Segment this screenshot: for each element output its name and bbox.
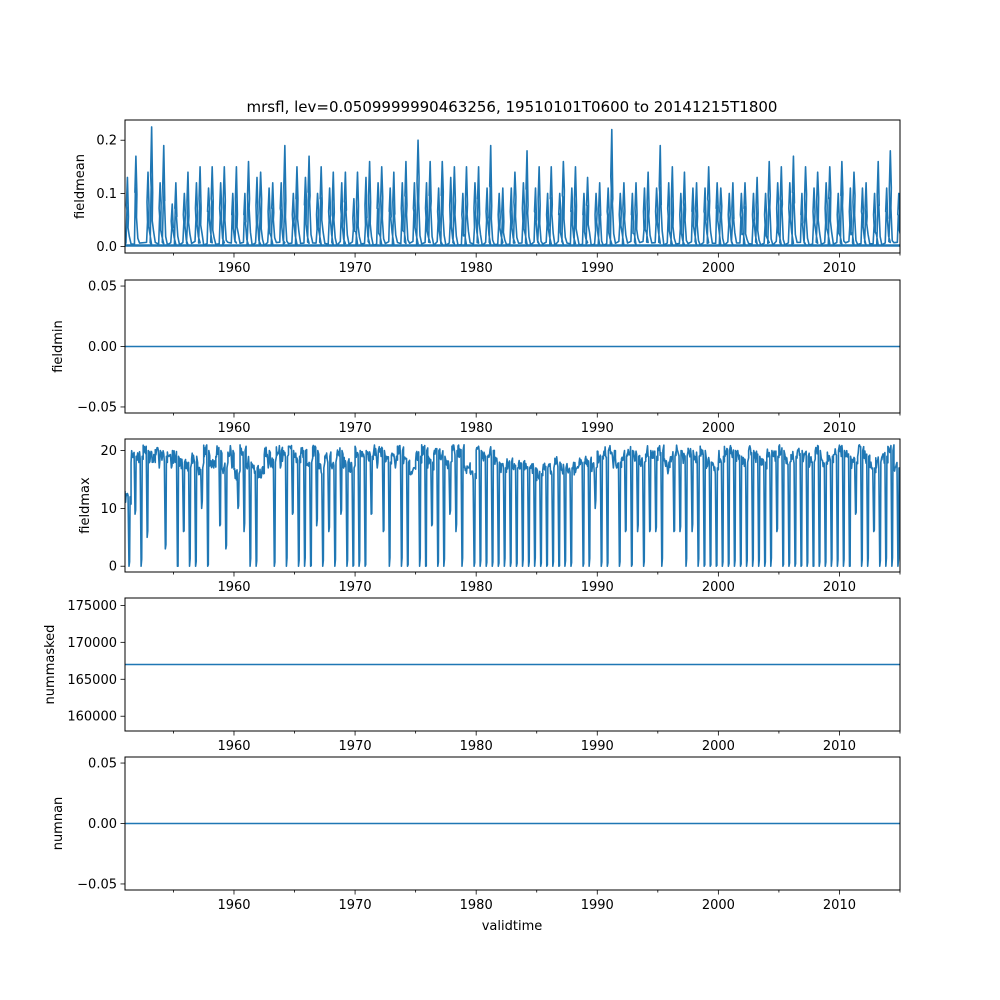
x-tick-label: 2000 bbox=[701, 580, 735, 595]
x-tick-label: 1960 bbox=[217, 261, 251, 276]
x-tick-label: 1990 bbox=[580, 580, 614, 595]
y-tick-label: 165000 bbox=[67, 672, 117, 688]
y-tick-label: 175000 bbox=[67, 598, 117, 614]
x-tick-label: 1970 bbox=[338, 580, 372, 595]
x-tick-label: 1980 bbox=[459, 261, 493, 276]
x-tick-label: 1980 bbox=[459, 580, 493, 595]
x-tick-label: 2010 bbox=[822, 421, 856, 436]
x-tick-label: 2010 bbox=[822, 898, 856, 913]
y-tick-label: 0.00 bbox=[88, 340, 117, 355]
y-tick-label: 170000 bbox=[67, 635, 117, 651]
y-tick-label: 160000 bbox=[67, 709, 117, 725]
x-tick-label: 2000 bbox=[701, 898, 735, 913]
x-tick-label: 1980 bbox=[459, 421, 493, 436]
x-tick-label: 1970 bbox=[338, 739, 372, 754]
x-tick-label: 2000 bbox=[701, 261, 735, 276]
x-tick-label: 1960 bbox=[217, 580, 251, 595]
y-tick-label: 0.2 bbox=[96, 133, 117, 149]
y-tick-label: 20 bbox=[100, 444, 117, 460]
y-tick-label: 0 bbox=[108, 559, 117, 575]
x-tick-label: 1990 bbox=[580, 421, 614, 436]
y-tick-label: 0.1 bbox=[96, 186, 117, 202]
x-tick-label: 1960 bbox=[217, 421, 251, 436]
x-tick-label: 2000 bbox=[701, 739, 735, 754]
x-tick-label: 1960 bbox=[217, 739, 251, 754]
x-tick-label: 1990 bbox=[580, 261, 614, 276]
x-tick-label: 1970 bbox=[338, 898, 372, 913]
figure-title: mrsfl, lev=0.0509999990463256, 19510101T0600 to 20141215T1800 bbox=[246, 98, 778, 116]
y-axis-label: numnan bbox=[51, 796, 66, 851]
y-tick-label: 0.00 bbox=[88, 817, 117, 832]
x-tick-label: 2010 bbox=[822, 261, 856, 276]
x-tick-label: 2000 bbox=[701, 421, 735, 436]
x-tick-label: 1970 bbox=[338, 261, 372, 276]
y-axis-label: nummasked bbox=[43, 624, 58, 705]
x-tick-label: 1990 bbox=[580, 739, 614, 754]
y-tick-label: 0.0 bbox=[96, 240, 117, 256]
y-tick-label: 10 bbox=[100, 501, 117, 517]
x-tick-label: 1980 bbox=[459, 739, 493, 754]
y-tick-label: 0.05 bbox=[88, 279, 117, 295]
y-axis-label: fieldmin bbox=[51, 320, 66, 373]
x-axis-label: validtime bbox=[481, 919, 543, 934]
y-axis-label: fieldmax bbox=[78, 477, 93, 534]
x-tick-label: 1980 bbox=[459, 898, 493, 913]
x-tick-label: 1970 bbox=[338, 421, 372, 436]
x-tick-label: 1990 bbox=[580, 898, 614, 913]
y-tick-label: −0.05 bbox=[77, 877, 117, 893]
x-tick-label: 2010 bbox=[822, 739, 856, 754]
x-tick-label: 1960 bbox=[217, 898, 251, 913]
x-tick-label: 2010 bbox=[822, 580, 856, 595]
y-tick-label: 0.05 bbox=[88, 756, 117, 772]
y-axis-label: fieldmean bbox=[73, 154, 88, 219]
y-tick-label: −0.05 bbox=[77, 400, 117, 416]
